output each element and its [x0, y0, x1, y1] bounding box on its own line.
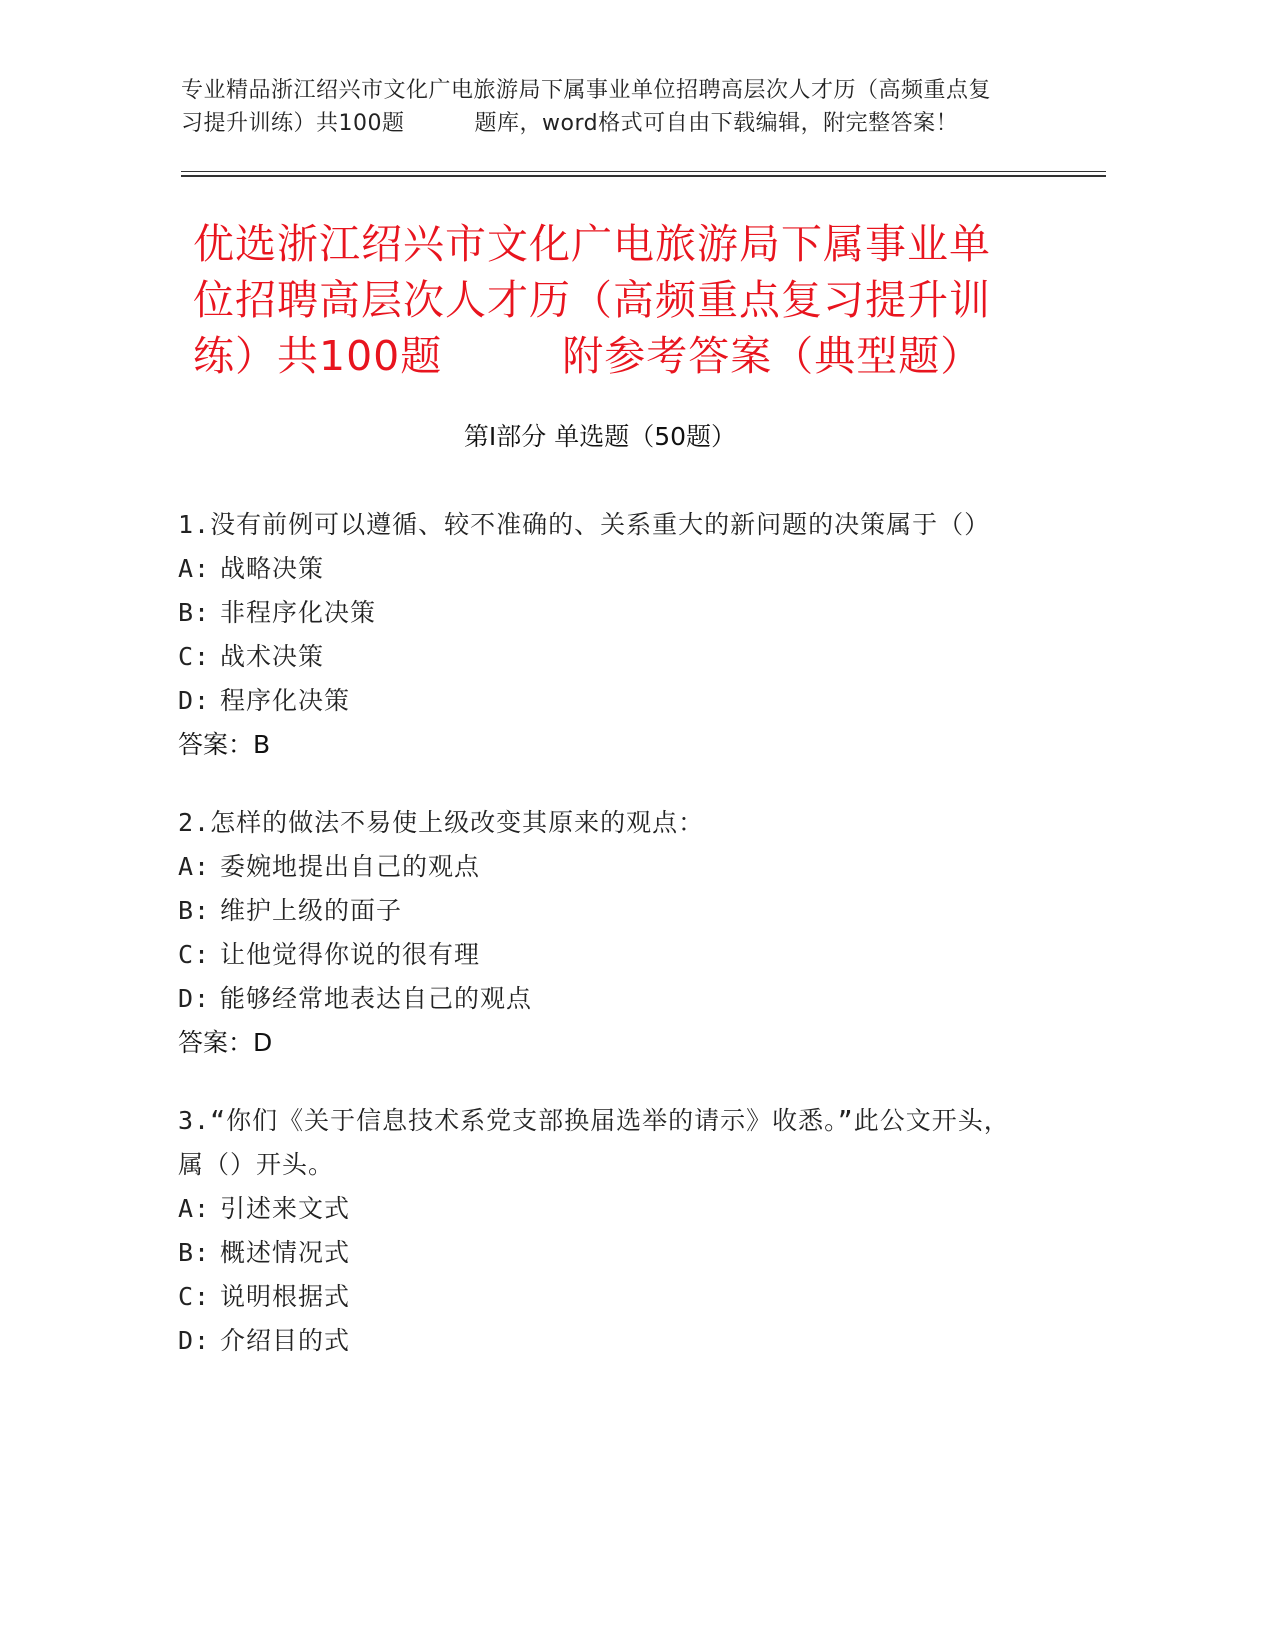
title-line-1: 优选浙江绍兴市文化广电旅游局下属事业单	[193, 220, 991, 268]
header-divider-thick	[181, 175, 1106, 177]
option-b	[178, 1231, 1028, 1275]
header-line-2-left: 习提升训练）共100题	[181, 111, 405, 136]
option-text: 介绍目的式	[220, 1326, 351, 1355]
option-key: A:	[178, 1194, 211, 1223]
option-c	[178, 933, 1028, 977]
answer-text: 答案：B	[178, 730, 271, 759]
option-key: B:	[178, 1238, 211, 1267]
option-text: 程序化决策	[220, 686, 351, 715]
option-key: C:	[178, 1282, 211, 1311]
option-d	[178, 1319, 1028, 1363]
header-line-1: 专业精品浙江绍兴市文化广电旅游局下属事业单位招聘高层次人才历（高频重点复	[181, 78, 992, 103]
option-text: 非程序化决策	[220, 598, 377, 627]
option-a	[178, 845, 1028, 889]
title-line-2: 位招聘高层次人才历（高频重点复习提升训	[193, 276, 991, 324]
question-item	[178, 503, 1028, 767]
option-key: B:	[178, 598, 211, 627]
option-key: A:	[178, 554, 211, 583]
question-stem: 3.“你们《关于信息技术系党支部换届选举的请示》收悉。”此公文开头，属（）开头。	[178, 1106, 1010, 1179]
option-d	[178, 679, 1028, 723]
question-list	[178, 503, 1028, 1397]
header-divider-thin	[181, 171, 1106, 172]
option-text: 概述情况式	[220, 1238, 351, 1267]
option-a	[178, 1187, 1028, 1231]
page-header	[181, 74, 1061, 140]
option-b	[178, 889, 1028, 933]
option-key: D:	[178, 686, 211, 715]
option-key: C:	[178, 940, 211, 969]
option-key: C:	[178, 642, 211, 671]
option-d	[178, 977, 1028, 1021]
option-key: D:	[178, 1326, 211, 1355]
header-line-2-right: 题库，word格式可自由下载编辑，附完整答案！	[474, 111, 959, 136]
option-text: 让他觉得你说的很有理	[220, 940, 481, 969]
option-text: 引述来文式	[220, 1194, 351, 1223]
option-key: B:	[178, 896, 211, 925]
option-text: 说明根据式	[220, 1282, 351, 1311]
section-title: 第Ⅰ部分 单选题（50题）	[463, 422, 737, 451]
question-stem: 2.怎样的做法不易使上级改变其原来的观点：	[178, 808, 705, 837]
option-b	[178, 591, 1028, 635]
option-text: 战术决策	[220, 642, 325, 671]
option-key: D:	[178, 984, 211, 1013]
option-text: 委婉地提出自己的观点	[220, 852, 481, 881]
option-text: 战略决策	[220, 554, 325, 583]
option-text: 维护上级的面子	[220, 896, 403, 925]
option-a	[178, 547, 1028, 591]
option-text: 能够经常地表达自己的观点	[220, 984, 533, 1013]
title-line-3-left: 练）共100题	[193, 332, 443, 380]
option-key: A:	[178, 852, 211, 881]
question-item	[178, 1099, 1028, 1363]
option-c	[178, 635, 1028, 679]
title-line-3-right: 附参考答案（典型题）	[562, 332, 983, 380]
header-line-2	[181, 107, 1061, 140]
option-c	[178, 1275, 1028, 1319]
question-stem: 1.没有前例可以遵循、较不准确的、关系重大的新问题的决策属于（）	[178, 510, 991, 539]
document-title	[193, 216, 1093, 384]
question-item	[178, 801, 1028, 1065]
answer-text: 答案：D	[178, 1028, 273, 1057]
title-line-3	[193, 328, 1093, 384]
